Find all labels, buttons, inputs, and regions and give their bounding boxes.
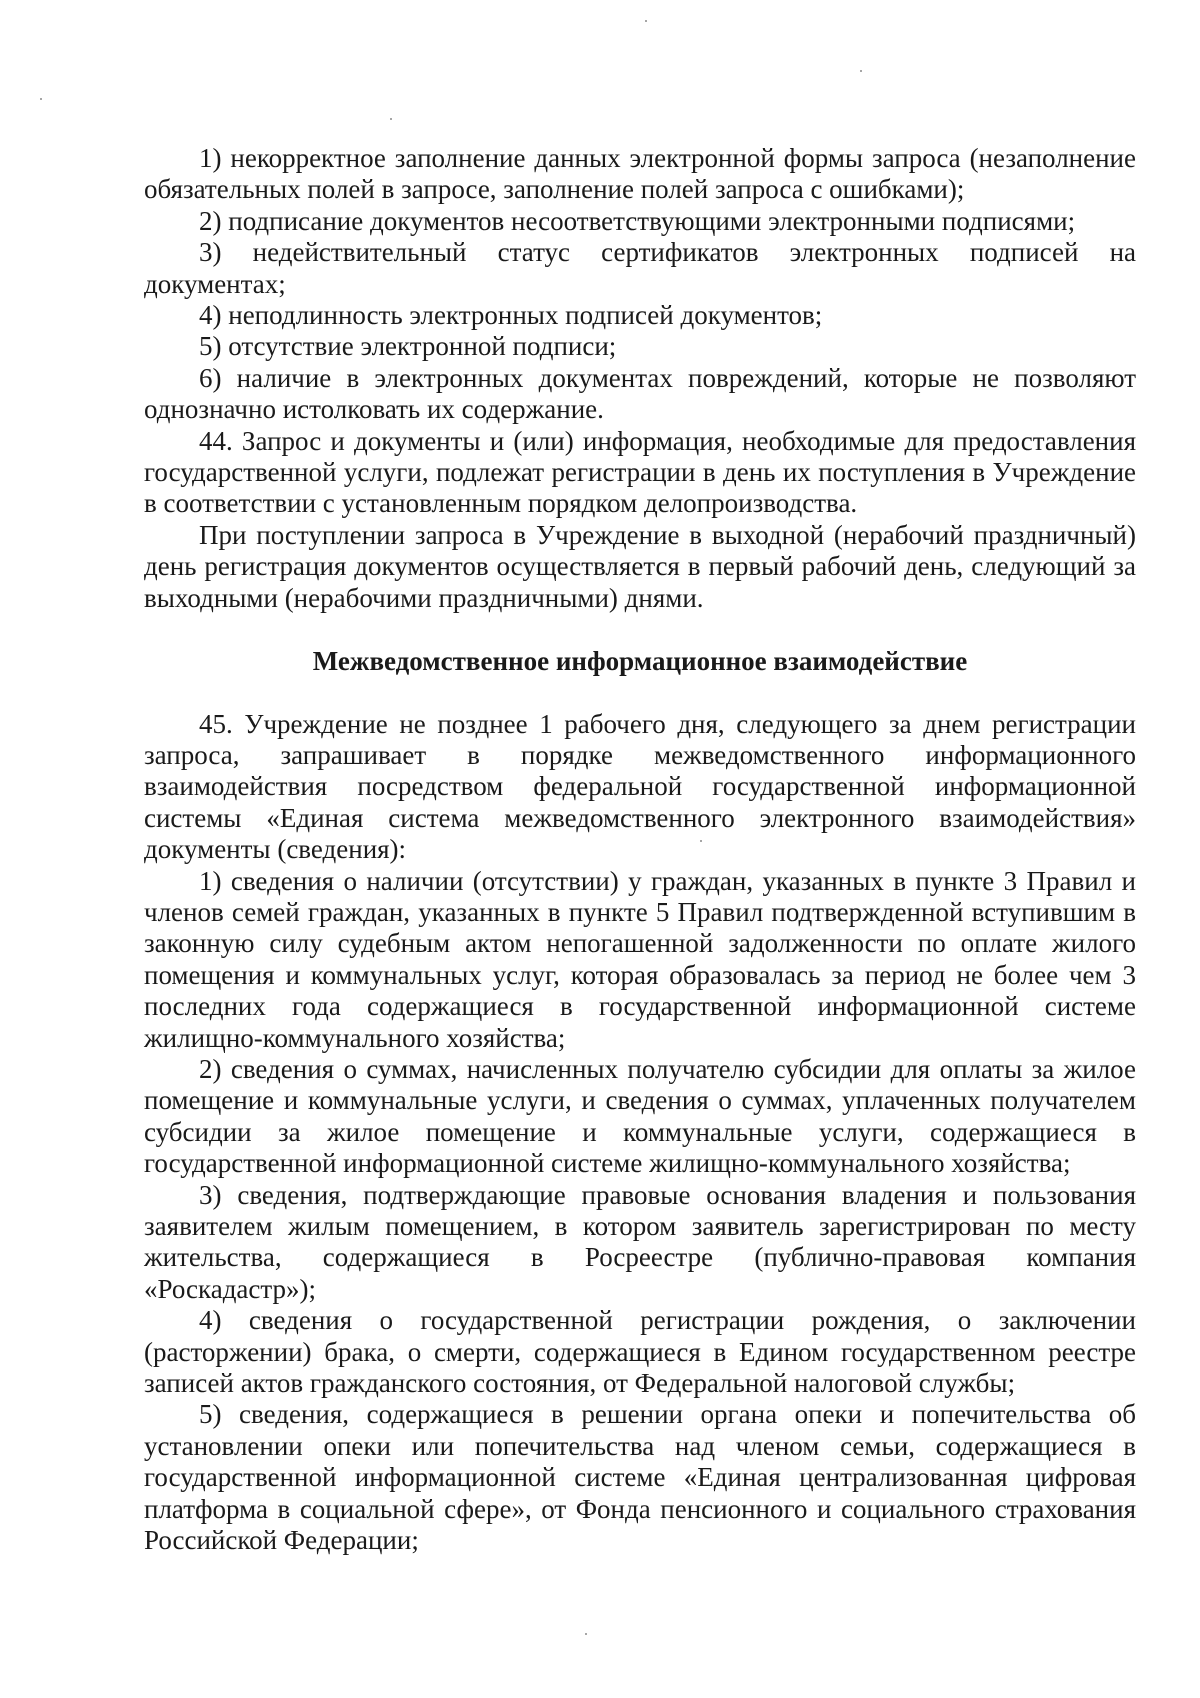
list-item-6: 6) наличие в электронных документах повреждений, которые не позволяют однозначно истолковать их содержание. xyxy=(144,362,1136,425)
scan-speck xyxy=(860,70,862,72)
clause-45-item-3: 3) сведения, подтверждающие правовые основания владения и пользования заявителем жилым помещением, в котором заявитель зарегистрирован по месту жительства, содержащиеся в Росреестре (публично-правовая компания «Роскадастр»); xyxy=(144,1179,1136,1304)
clause-45: 45. Учреждение не позднее 1 рабочего дня, следующего за днем регистрации запроса, запрашивает в порядке межведомственного информационного взаимодействия посредством федеральной государственной информационной системы «Единая система межведомственного электронного взаимодействия» документы (сведения): xyxy=(144,708,1136,865)
scan-speck xyxy=(40,98,42,100)
scan-speck xyxy=(390,118,392,120)
clause-44-weekend-paragraph: При поступлении запроса в Учреждение в выходной (нерабочий праздничный) день регистрация документов осуществляется в первый рабочий день, следующий за выходными (нерабочими праздничными) днями. xyxy=(144,519,1136,613)
clause-45-item-1: 1) сведения о наличии (отсутствии) у граждан, указанных в пункте 3 Правил и членов семей граждан, указанных в пункте 5 Правил подтвержденной вступившим в законную силу судебным актом непогашенной задолженности по оплате жилого помещения и коммунальных услуг, которая образовалась за период не более чем 3 последних года содержащиеся в государственной информационной системе жилищно-коммунального хозяйства; xyxy=(144,865,1136,1053)
document-body xyxy=(144,143,1136,1556)
list-item-4: 4) неподлинность электронных подписей документов; xyxy=(199,300,823,331)
scan-speck xyxy=(585,1633,587,1635)
list-item-3: 3) недействительный статус сертификатов электронных подписей на документах; xyxy=(144,237,1136,299)
section-heading: Межведомственное информационное взаимодействие xyxy=(312,646,968,677)
list-item-5: 5) отсутствие электронной подписи; xyxy=(199,331,617,362)
list-item-2: 2) подписание документов несоответствующими электронными подписями; xyxy=(199,205,1076,236)
list-item-1: 1) некорректное заполнение данных электронной формы запроса (незаполнение обязательных полей в запросе, заполнение полей запроса с ошибками); xyxy=(144,143,1136,205)
clause-45-item-2: 2) сведения о суммах, начисленных получателю субсидии для оплаты за жилое помещение и коммунальные услуги, и сведения о суммах, уплаченных получателем субсидии за жилое помещение и коммунальные услуги, содержащиеся в государственной информационной системе жилищно-коммунального хозяйства; xyxy=(144,1053,1136,1179)
clause-45-item-5: 5) сведения, содержащиеся в решении органа опеки и попечительства об установлении опеки или попечительства над членом семьи, содержащиеся в государственной информационной системе «Единая централизованная цифровая платформа в социальной сфере», от Фонда пенсионного и социального страхования Российской Федерации; xyxy=(144,1399,1136,1556)
clause-45-item-4: 4) сведения о государственной регистрации рождения, о заключении (расторжении) брака, о смерти, содержащиеся в Едином государственном реестре записей актов гражданского состояния, от Федеральной налоговой службы; xyxy=(144,1305,1136,1399)
clause-44: 44. Запрос и документы и (или) информация, необходимые для предоставления государственной услуги, подлежат регистрации в день их поступления в Учреждение в соответствии с установленным порядком делопроизводства. xyxy=(144,425,1136,519)
scan-speck xyxy=(645,20,647,22)
